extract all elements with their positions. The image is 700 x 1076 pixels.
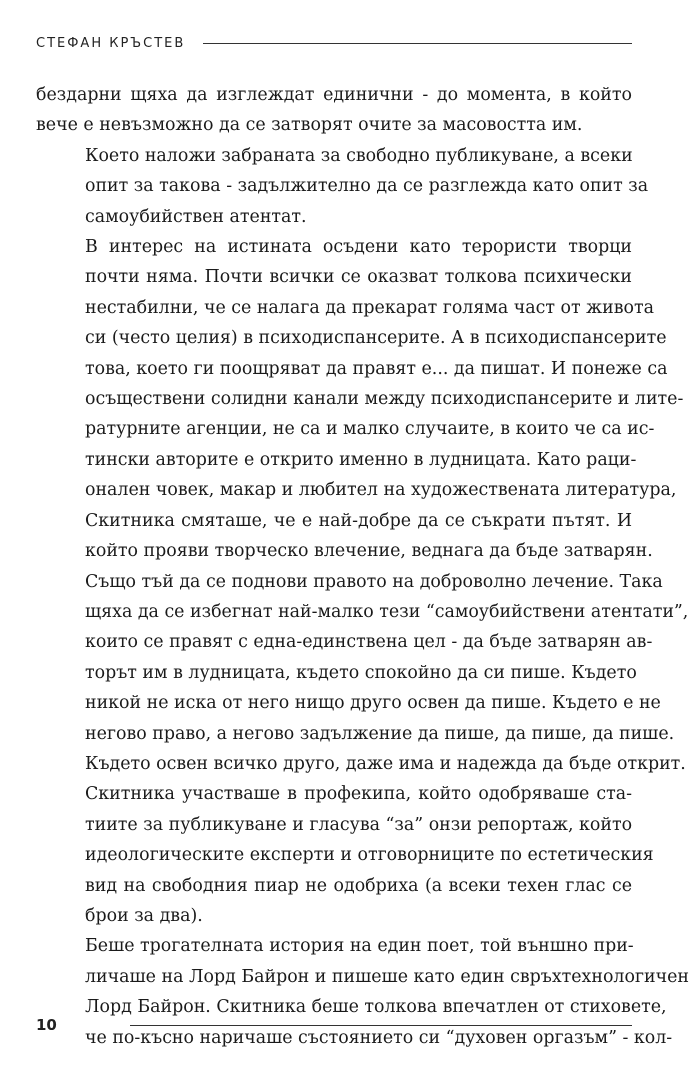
text-line: самоубийствен атентат. <box>85 206 307 227</box>
text-line: онален човек, макар и любител на художествената литература, <box>85 480 677 501</box>
text-line: които се правят с една-единствена цел - да бъде затварян ав- <box>85 632 653 653</box>
text-line: нестабилни, че се налага да прекарат голяма част от живота <box>85 297 654 318</box>
text-line: тиите за публикуване и гласува “за” онзи репортаж, който <box>85 814 633 835</box>
text-line: това, което ги поощряват да правят е... да пишат. И понеже са <box>85 358 668 379</box>
text-line: осъществени солидни канали между психодиспансерите и лите- <box>85 389 684 410</box>
header-rule <box>203 43 632 44</box>
text-line: си (често целия) в психодиспансерите. А в психодиспансерите <box>85 328 667 349</box>
text-line: ратурните агенции, не са и малко случаите, в които че са ис- <box>85 419 655 440</box>
running-header <box>36 36 632 51</box>
text-line: Където освен всичко друго, даже има и надежда да бъде открит. <box>85 753 686 774</box>
text-line: който прояви творческо влечение, веднага да бъде затварян. <box>85 541 653 562</box>
text-line: брои за два). <box>85 905 203 926</box>
text-line: Лорд Байрон. Скитника беше толкова впечатлен от стиховете, <box>85 997 667 1018</box>
paragraph <box>36 80 632 141</box>
text-line: опит за такова - задължително да се разглежда като опит за <box>85 176 649 197</box>
footer-rule <box>130 1025 632 1026</box>
paragraph <box>36 931 690 1053</box>
page-number: 10 <box>36 1016 57 1034</box>
text-line: Скитника участваше в профекипа, който одобряваше ста- <box>85 784 632 805</box>
text-line: тински авторите е открито именно в лудницата. Като раци- <box>85 449 637 470</box>
text-line: Скитника смяташе, че е най-добре да се съкрати пътят. И <box>85 510 632 531</box>
body-text <box>36 80 690 1053</box>
text-line: личаше на Лорд Байрон и пишеше като един свръхтехнологичен <box>85 966 690 987</box>
paragraph <box>36 141 649 232</box>
text-line: негово право, а негово задължение да пише, да пише, да пише. <box>85 723 675 744</box>
text-line: Което наложи забраната за свободно публикуване, а всеки <box>85 145 633 166</box>
paragraph <box>36 779 654 931</box>
text-line: Също тъй да се поднови правото на доброволно лечение. Така <box>85 571 663 592</box>
text-line: почти няма. Почти всички се оказват толкова психически <box>85 267 632 288</box>
text-line: торът им в лудницата, където спокойно да си пише. Където <box>85 662 637 683</box>
running-footer <box>36 1016 632 1034</box>
text-line: идеологическите експерти и отговорниците по естетическия <box>85 845 654 866</box>
text-line: никой не иска от него нищо друго освен да пише. Където е не <box>85 693 661 714</box>
paragraph <box>36 232 689 779</box>
text-line: вече е невъзможно да се затворят очите за масовостта им. <box>36 115 583 136</box>
text-line: щяха да се избегнат най-малко тези “самоубийствени атентати”, <box>85 601 689 622</box>
text-line: В интерес на истината осъдени като терористи творци <box>85 237 632 258</box>
text-line: бездарни щяха да изглеждат единични - до момента, в който <box>36 85 632 105</box>
text-line: вид на свободния пиар не одобриха (а всеки техен глас се <box>85 875 632 896</box>
text-line: Беше трогателната история на един поет, той външно при- <box>85 936 634 957</box>
text-line: че по-късно наричаше състоянието си “духовен оргазъм” - кол- <box>85 1027 673 1048</box>
author-name: СТЕФАН КРЪСТЕВ <box>36 36 186 51</box>
